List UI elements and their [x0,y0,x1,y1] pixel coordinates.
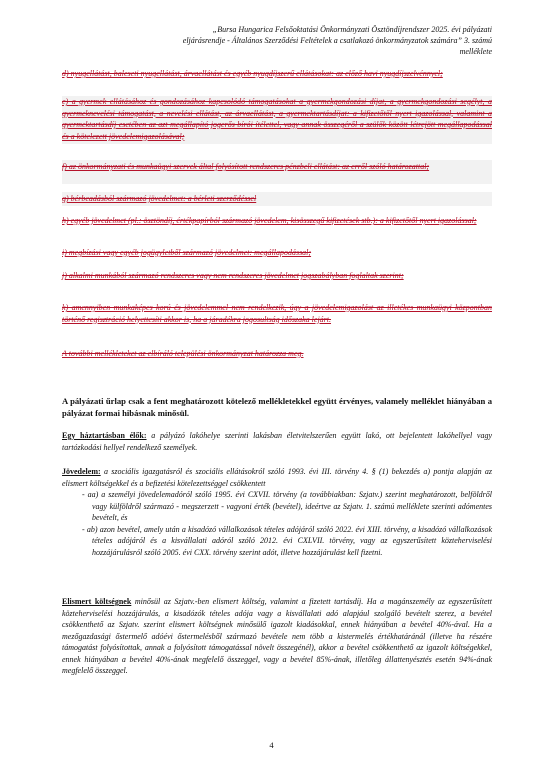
costs-term: Elismert költségnek [62,597,132,606]
household-definition [62,430,492,453]
struck-list-d [62,68,492,80]
validity-notice: A pályázati űrlap csak a fent meghatározott kötelező mellékletekkel együtt érvényes, valamely melléklet hiányában a pályázat formai hibásnak minősül. [62,396,492,418]
struck-item: j) alkalmi munkából származó rendszeres vagy nem rendszeres jövedelmet jogszabályban foglaltak szerint; [62,271,404,280]
struck-list-k [62,302,492,325]
costs-text: minősül az Szjatv.-ben elismert költség, valamint a fizetett tartásdíj. Ha a magánszemély az egyszerűsített közteherviselési hozzájárulás, a kisadózók tételes adója vagy a kisvállalati adó alapjául szolgáló bevételt szerez, a bevétel csökkenthető az Szjatv. szerint elismert költségnek minősülő igazolt kiadásokkal, ennek hiányában a bevétel 40%-ával. Ha a mezőgazdasági őstermelő adóévi őstermelésből származó bevétele nem több a kistermelés értékhatáránál (illetve ha részére támogatást folyósítottak, annak a folyósított támogatással növelt összegénél), akkor a bevétel csökkenthető az igazolt költségekkel, ennek hiányában a bevétel 40%-ának megfelelő összeggel, vagy a bevétel 85%-ának, illetőleg állattenyésztés esetén 94%-ának megfelelő összeggel. [62,597,492,675]
struck-item: A további mellékleteket az elbíráló települési önkormányzat határozza meg. [62,349,304,358]
page-number: 4 [269,740,274,750]
household-text: a pályázó lakóhelye szerinti lakásban életvitelszerűen együtt lakó, ott bejelentett lakóhellyel vagy tartózkodási hellyel rendelkező személyek. [62,431,492,452]
household-term: Egy háztartásban élők: [62,431,147,440]
struck-item: h) egyéb jövedelmet (pl.: ösztöndíj, értékpapírból származó jövedelem, kisösszegű kifizetések stb.): a kifizetőtől nyert igazolással; [62,216,477,225]
struck-item: k) amennyiben munkaképes korú és jövedelemmel nem rendelkezik, úgy a jövedelemigazolást az illetékes munkaügyi központban történő regisztráció helyettesíti akkor is, ha a járadékra jogosultság időszaka lejárt. [62,303,492,324]
struck-item: i) megbízási vagy egyéb jogügyletből származó jövedelmet: megállapodással; [62,248,312,257]
struck-list-j [62,270,492,282]
income-definition [62,466,492,558]
struck-list-g [62,193,492,205]
header-line-1: „Bursa Hungarica Felsőoktatási Önkormányzati Ösztöndíjrendszer 2025. évi pályázati [212,25,492,34]
costs-definition [62,596,492,677]
income-item-ab: - ab) azon bevétel, amely után a kisadózó vállalkozások tételes adójáról szóló 2022. évi XIII. törvény, a kisadózó vállalkozások tételes adójáról és a kisvállalati adóról szóló 2012. évi CXLVII. törvény, vagy az egyszerűsített közteherviselési hozzájárulásról szóló 2005. évi CXX. törvény szerint adót, illetve hozzájárulást kell fizetni. [82,524,492,557]
header-line-3: melléklete [459,47,492,56]
page-header [150,24,492,57]
income-text: a szociális igazgatásról és szociális ellátásokról szóló 1993. évi III. törvény 4. § (1) bekezdés a) pontja alapján az elismert költségekkel és a befizetési kötelezettséggel csökkentett [62,467,492,488]
struck-item: d) nyugellátást, baleseti nyugellátást, árvaellátást és egyéb nyugdíjszerű ellátásokat: az előző havi nyugdíjszelvénnyel; [62,69,443,78]
struck-list-e [62,96,492,142]
income-item-aa: - aa) a személyi jövedelemadóról szóló 1995. évi CXVII. törvény (a továbbiakban: Szjatv.) szerint meghatározott, belföldről vagy külföldről származó - megszerzett - vagyoni érték (bevétel), ideértve az Szjatv. 1. számú melléklete szerinti adómentes bevételt, és [82,490,492,522]
struck-item: f) az önkormányzati és munkaügyi szervek által folyósított rendszeres pénzbeli ellátást: az erről szóló határozattal; [62,162,430,171]
struck-list-f [62,161,492,173]
header-line-2: eljárásrendje - Általános Szerződési Feltételek a csatlakozó önkormányzatok számára” 3. számú [182,36,492,45]
struck-list-h [62,215,492,227]
struck-item: e) a gyermek ellátásához és gondozásához kapcsolódó támogatásokat a gyermekgondozási díjat, a gyermekgondozási segélyt, a gyermeknevelési támogatást, a nevelési ellátást, az árvaellátást, a gyermektartásdíjat: a kifizetőtől nyert igazolással, valamint a gyermektartásdíj esetében az azt megállapító jogerős bírói ítélettel, vagy annak összegéről a szülők között létrejött megállapodással és a kötelezett jövedelemigazolásával; [62,97,492,141]
struck-further-annexes [62,348,492,360]
income-term: Jövedelem: [62,467,101,476]
struck-item: g) bérbeadásból származó jövedelmet: a bérleti szerződéssel [62,194,257,203]
struck-list-i [62,247,492,259]
